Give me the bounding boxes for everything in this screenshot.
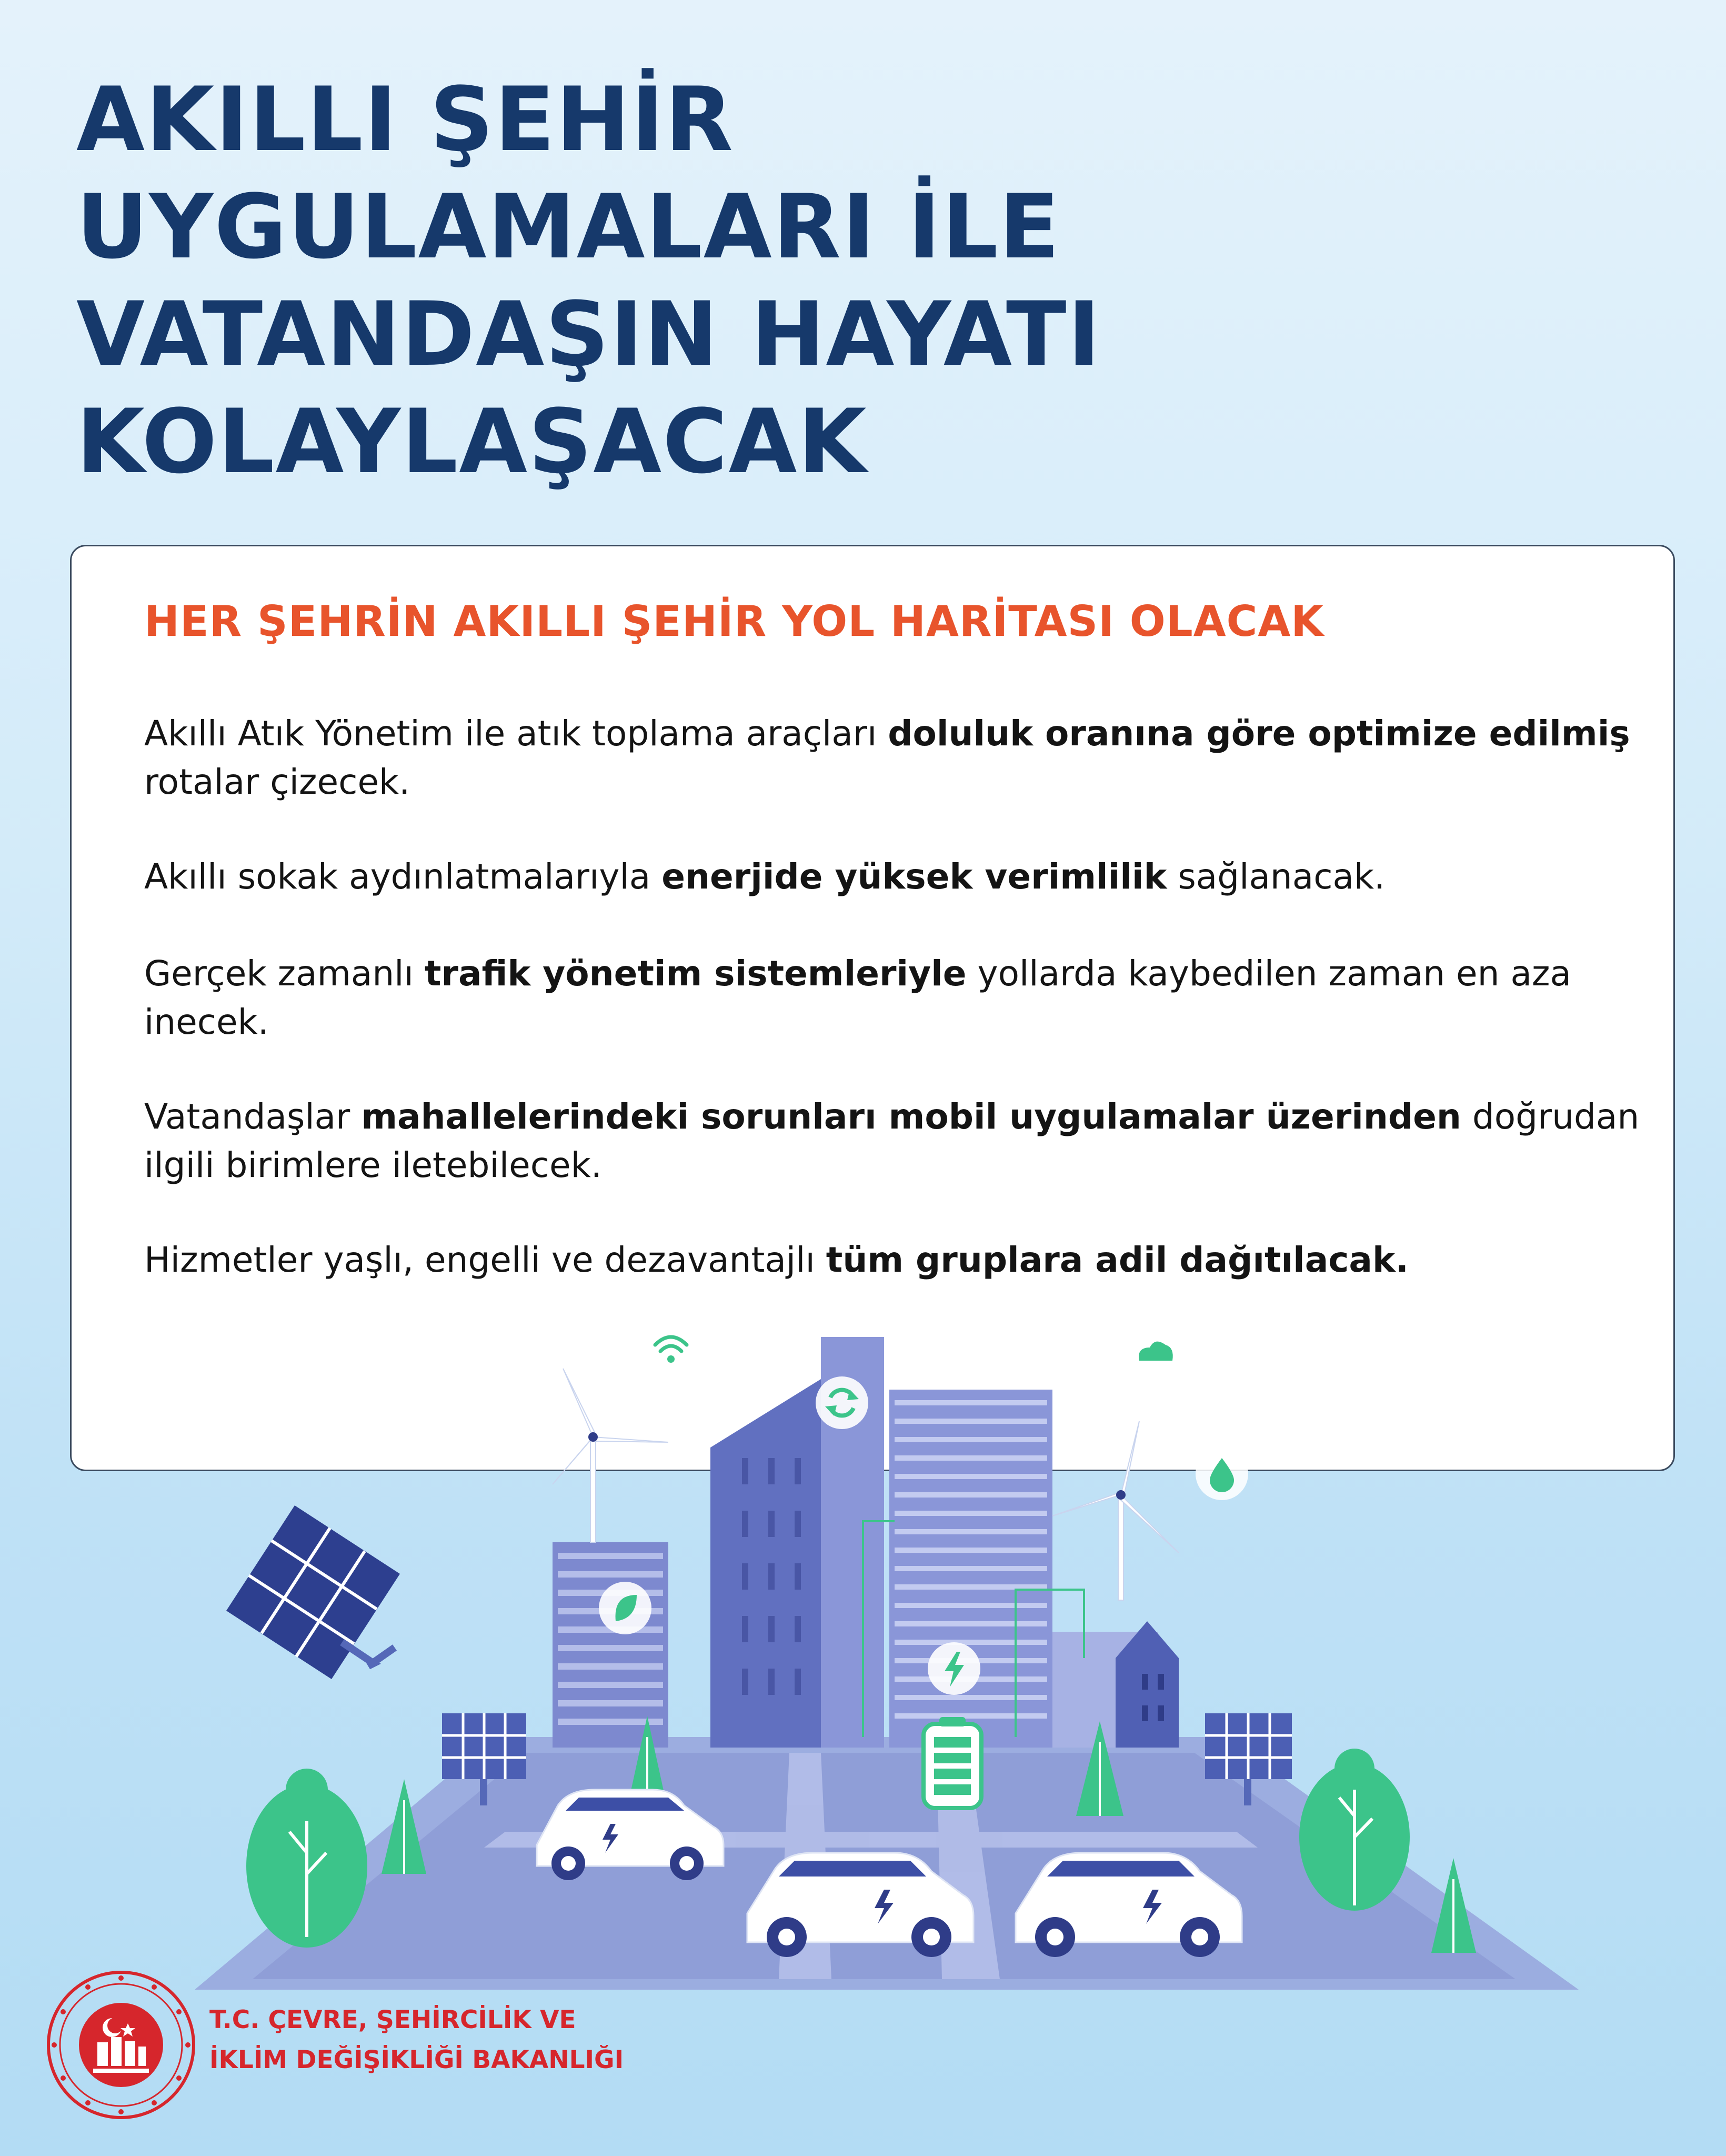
wifi-icon	[645, 1321, 697, 1374]
paragraph-traffic	[144, 950, 1644, 1046]
ministry-name-line: İKLİM DEĞİŞİKLİĞİ BAKANLIĞI	[209, 2045, 624, 2074]
building	[553, 1542, 668, 1748]
ministry-logo	[45, 1969, 197, 2121]
building	[1052, 1621, 1179, 1748]
paragraph-text: sağlanacak.	[1167, 856, 1386, 897]
headline-line: VATANDAŞIN HAYATI	[76, 283, 1102, 386]
headline	[76, 66, 1101, 495]
paragraph-text: Vatandaşlar	[144, 1096, 362, 1137]
paragraph-text: Akıllı sokak aydınlatmalarıyla	[144, 856, 662, 897]
paragraph-text: Hizmetler yaşlı, engelli ve dezavantajlı	[144, 1240, 826, 1280]
paragraph-lighting	[144, 853, 1644, 901]
card-title: HER ŞEHRİN AKILLI ŞEHİR YOL HARİTASI OLACAK	[144, 597, 1324, 646]
paragraph-waste	[144, 710, 1644, 806]
paragraph-text: rotalar çizecek.	[144, 762, 410, 802]
lightning-icon	[928, 1642, 980, 1695]
paragraph-mobile	[144, 1093, 1644, 1190]
wind-turbine-icon	[1052, 1421, 1179, 1600]
ministry-name	[209, 2000, 624, 2080]
ministry-name-line: T.C. ÇEVRE, ŞEHİRCİLİK VE	[209, 2005, 576, 2034]
paragraph-bold: tüm gruplara adil dağıtılacak.	[826, 1240, 1409, 1280]
paragraph-text: doğrudan ilgili birimlere iletebilecek.	[144, 1096, 1640, 1185]
paragraph-bold: mahallelerindeki sorunları mobil uygulamalar üzerinden	[361, 1096, 1461, 1137]
paragraph-text: yollarda kaybedilen zaman en aza inecek.	[144, 953, 1572, 1042]
building	[889, 1390, 1052, 1748]
paragraph-bold: doluluk oranına göre optimize edilmiş	[888, 713, 1630, 754]
wind-turbine-icon	[553, 1369, 668, 1542]
tree-icon	[1299, 1749, 1410, 1911]
paragraph-text: Akıllı Atık Yönetim ile atık toplama araçları	[144, 713, 888, 754]
paragraph-text: Gerçek zamanlı	[144, 953, 425, 994]
tree-icon	[246, 1769, 367, 1948]
recycle-icon	[816, 1376, 868, 1429]
water-drop-icon	[1196, 1448, 1248, 1500]
headline-line: UYGULAMALARI İLE	[76, 175, 1061, 278]
leaf-icon	[599, 1582, 651, 1634]
paragraph-services	[144, 1236, 1644, 1284]
headline-line: AKILLI ŞEHİR	[76, 68, 735, 171]
battery-icon	[924, 1717, 981, 1808]
smart-city-illustration	[0, 1305, 1726, 2042]
headline-line: KOLAYLAŞACAK	[76, 390, 868, 493]
paragraph-bold: trafik yönetim sistemleriyle	[424, 953, 967, 994]
cloud-icon	[1129, 1324, 1181, 1376]
paragraph-bold: enerjide yüksek verimlilik	[661, 856, 1167, 897]
solar-panel-icon	[226, 1505, 400, 1679]
